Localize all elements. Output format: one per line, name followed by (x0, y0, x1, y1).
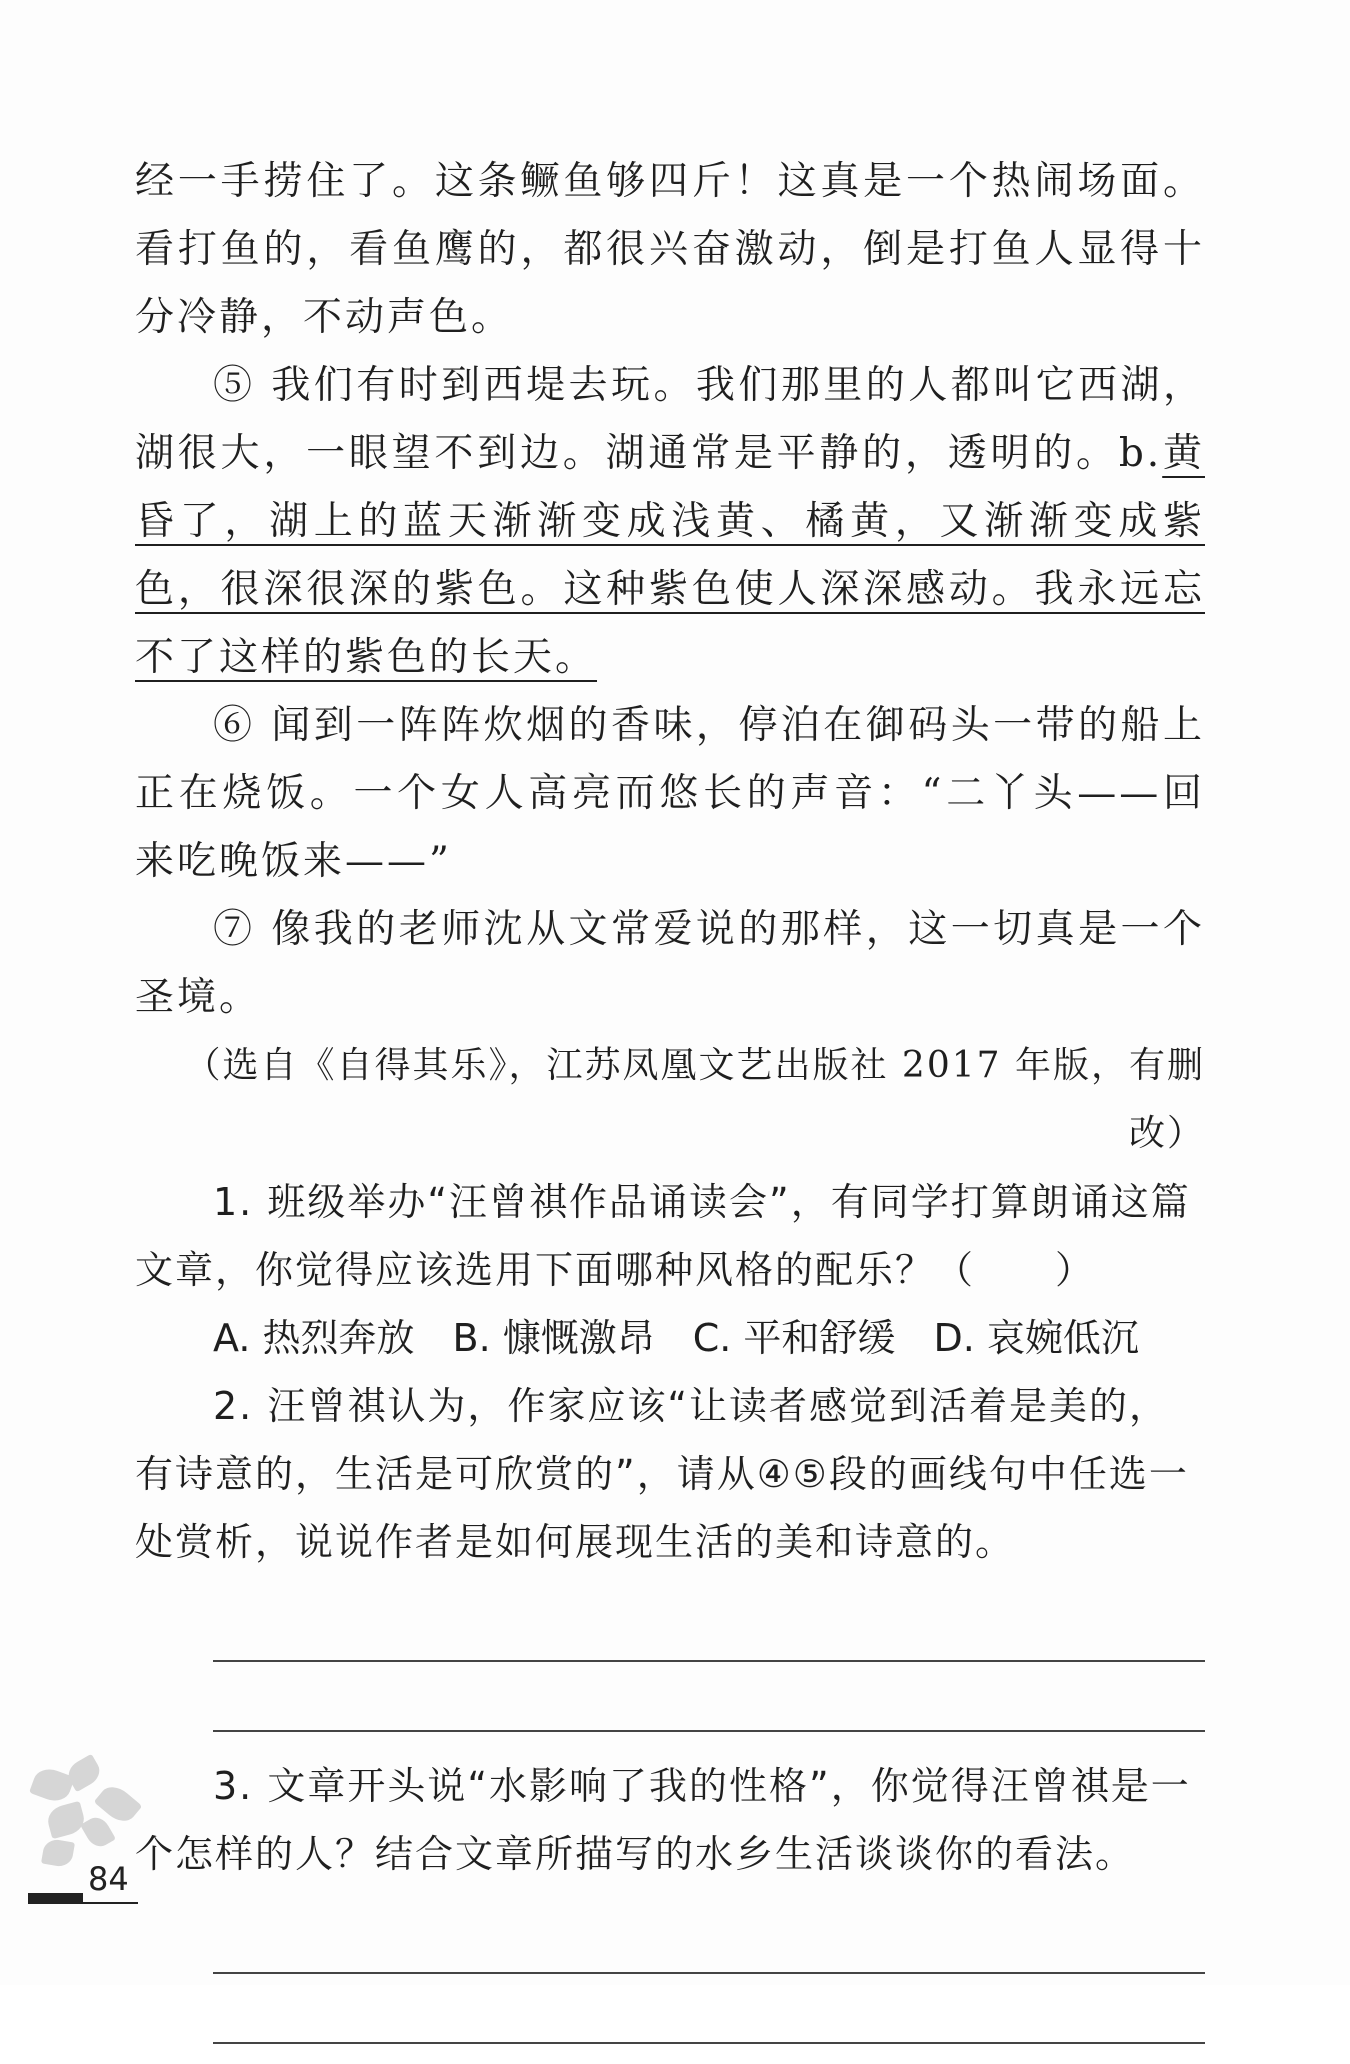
answer-line[interactable] (213, 1904, 1205, 1974)
paragraph-4-end: 经一手捞住了。这条鳜鱼够四斤！这真是一个热闹场面。看打鱼的，看鱼鹰的，都很兴奋激动，倒是打鱼人显得十分冷静，不动声色。 (135, 159, 1205, 340)
option-a[interactable]: A. 热烈奔放 (213, 1316, 415, 1360)
question-1-options (135, 1304, 1205, 1372)
question-3: 3. 文章开头说“水影响了我的性格”，你觉得汪曾祺是一个怎样的人？结合文章所描写的水乡生活谈谈你的看法。 (135, 1764, 1191, 1876)
question-1: 1. 班级举办“汪曾祺作品诵读会”，有同学打算朗诵这篇文章，你觉得应该选用下面哪种风格的配乐？（ ） (135, 1180, 1191, 1292)
option-c[interactable]: C. 平和舒缓 (692, 1316, 896, 1360)
answer-line[interactable] (213, 1662, 1205, 1732)
paragraph-5-text: ⑤ 我们有时到西堤去玩。我们那里的人都叫它西湖，湖很大，一眼望不到边。湖通常是平静的，透明的。b. (135, 363, 1205, 476)
answer-line[interactable] (213, 1592, 1205, 1662)
leaf-decoration-icon (28, 1760, 158, 1930)
paragraph-5 (135, 352, 1205, 692)
option-d[interactable]: D. 哀婉低沉 (933, 1316, 1139, 1360)
page-content (135, 148, 1205, 2064)
underlined-sentence-b: 黄昏了，湖上的蓝天渐渐变成浅黄、橘黄，又渐渐变成紫色，很深很深的紫色。这种紫色使人深深感动。我永远忘不了这样的紫色的长天。 (135, 431, 1205, 680)
paragraph-6: ⑥ 闻到一阵阵炊烟的香味，停泊在御码头一带的船上正在烧饭。一个女人高亮而悠长的声音：“二丫头——回来吃晚饭来——” (135, 703, 1205, 884)
question-2-answer-area[interactable] (135, 1592, 1205, 1732)
question-2: 2. 汪曾祺认为，作家应该“让读者感觉到活着是美的，有诗意的，生活是可欣赏的”，请从④⑤段的画线句中任选一处赏析，说说作者是如何展现生活的美和诗意的。 (135, 1384, 1189, 1564)
question-3-answer-area[interactable] (135, 1904, 1205, 2044)
option-b[interactable]: B. 慷慨激昂 (452, 1316, 655, 1360)
paragraph-7: ⑦ 像我的老师沈从文常爱说的那样，这一切真是一个圣境。 (135, 907, 1205, 1020)
page-number: 84 (88, 1860, 129, 1898)
source-citation: （选自《自得其乐》，江苏凤凰文艺出版社 2017 年版，有删改） (184, 1045, 1205, 1154)
page-number-underline (28, 1902, 138, 1904)
